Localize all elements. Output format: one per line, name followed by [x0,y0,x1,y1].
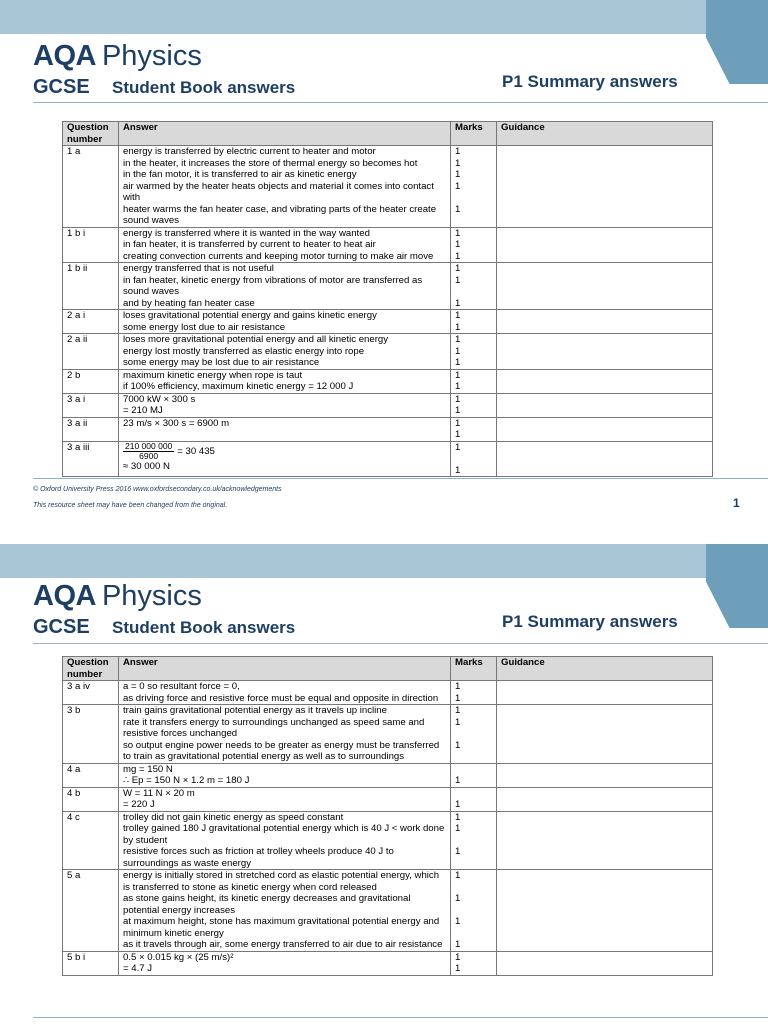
brand-text: AQA [33,580,96,612]
answer-line: energy is transferred by electric current to heater and motor [123,146,376,157]
header-guidance: Guidance [497,657,713,681]
question-number: 5 b i [63,951,119,975]
mark-value: 1 [455,381,461,392]
answer-line: train gains gravitational potential energy as it travels up incline [123,705,387,716]
answer-line: mg = 150 N [123,763,173,775]
table-row [63,310,713,334]
mark-value: 1 [455,823,461,834]
top-band [0,0,768,34]
mark-value: 1 [455,893,461,904]
table-row [63,763,713,787]
answer-line: creating convection currents and keeping motor turning to make air move [123,250,434,262]
page-number: 1 [733,496,740,510]
header-marks: Marks [451,122,497,146]
table-row [63,951,713,975]
table-body-1 [63,146,713,477]
answer-cell [119,870,451,952]
marks-cell [451,310,497,334]
answer-cell [119,763,451,787]
marks-cell [451,417,497,441]
mark-value: 1 [455,297,461,309]
mark-value: 1 [455,357,461,368]
question-number: 4 b [63,787,119,811]
corner-tab [706,544,768,628]
marks-cell [451,441,497,477]
marks-cell [451,811,497,870]
marks-cell [451,369,497,393]
top-band [0,544,768,578]
answer-table-2 [62,656,713,976]
question-number: 2 b [63,369,119,393]
answer-table-1 [62,121,713,477]
marks-cell [451,334,497,370]
mark-value: 1 [455,846,461,857]
answer-line: trolley gained 180 J gravitational potential energy which is 40 J < work done by student [123,823,445,846]
header-rule [33,102,768,103]
footer-rule [33,1017,768,1018]
copyright-text: © Oxford University Press 2016 www.oxfordsecondary.co.uk/acknowledgements [33,486,282,493]
mark-value: 1 [455,441,461,453]
marks-cell [451,787,497,811]
mark-value: 1 [455,157,461,169]
marks-cell [451,951,497,975]
header-rule [33,643,768,644]
table-header-row [63,122,713,146]
section-title: P1 Summary answers [502,612,678,631]
mark-value: 1 [455,692,461,704]
answer-line: ∴ Ep = 150 N × 1.2 m = 180 J [123,775,250,786]
answer-line: if 100% efficiency, maximum kinetic energy = 12 000 J [123,381,354,392]
level-label: GCSE [33,616,90,638]
answer-cell [119,951,451,975]
mark-value [455,882,492,894]
subject-text: Physics [101,580,202,612]
answer-line: and by heating fan heater case [123,297,255,309]
answer-line: in fan heater, it is transferred by current to heater to heat air [123,239,376,250]
mark-value: 1 [455,321,461,333]
answer-line: in the fan motor, it is transferred to air as kinetic energy [123,169,357,180]
marks-cell [451,393,497,417]
mark-value: 1 [455,705,461,716]
marks-cell [451,146,497,228]
mark-value: 1 [455,180,461,192]
table-row [63,870,713,952]
mark-value: 1 [455,681,461,692]
mark-value [455,928,492,940]
answer-cell [119,369,451,393]
guidance-cell [497,681,713,705]
mark-value: 1 [455,716,461,728]
mark-value: 1 [455,429,461,440]
table-header-row [63,657,713,681]
answer-line: as stone gains height, its kinetic energy decreases and gravitational potential energy increases [123,893,411,916]
fraction [123,442,174,461]
guidance-cell [497,369,713,393]
mark-value: 1 [455,227,461,239]
answer-line: 7000 kW × 300 s [123,393,196,405]
question-number: 2 a i [63,310,119,334]
header-question: Question number [63,657,119,681]
header-marks: Marks [451,657,497,681]
mark-value: 1 [455,939,461,950]
table-row [63,146,713,228]
question-number: 3 a iv [63,681,119,705]
fraction-numerator: 210 000 000 [125,440,173,451]
answer-cell [119,681,451,705]
mark-value: 1 [455,405,461,416]
answer-line: 0.5 × 0.015 kg × (25 m/s)² [123,951,234,963]
answer-line: = 220 J [123,799,155,810]
mark-value: 1 [455,250,461,262]
answer-cell [119,811,451,870]
answer-line: in the heater, it increases the store of thermal energy so becomes hot [123,157,418,169]
answer-cell [119,705,451,764]
mark-value: 1 [455,464,461,476]
aqa-physics-logo [33,582,202,611]
answer-line: some energy lost due to air resistance [123,321,286,333]
guidance-cell [497,441,713,477]
mark-value: 1 [455,775,461,786]
answer-line: ≈ 30 000 N [123,460,170,472]
marks-cell [451,263,497,310]
guidance-cell [497,227,713,263]
book-title: Student Book answers [112,618,296,637]
fraction-result: = 30 435 [177,445,215,457]
guidance-cell [497,763,713,787]
answer-line: = 210 MJ [123,405,163,416]
question-number: 4 c [63,811,119,870]
question-number: 3 a iii [63,441,119,477]
header-question: Question number [63,122,119,146]
question-number: 4 a [63,763,119,787]
mark-value [455,764,492,776]
mark-value [455,788,492,800]
table-row [63,705,713,764]
mark-value: 1 [455,334,461,345]
mark-value: 1 [455,274,461,286]
table-row [63,811,713,870]
answer-line: as driving force and resistive force must be equal and opposite in direction [123,692,439,704]
header-guidance: Guidance [497,122,713,146]
table-row [63,787,713,811]
question-number: 5 a [63,870,119,952]
corner-tab [706,0,768,84]
answer-line: W = 11 N × 20 m [123,787,195,799]
guidance-cell [497,334,713,370]
answer-line: loses more gravitational potential energy and all kinetic energy [123,334,389,345]
mark-value: 1 [455,963,461,974]
answer-line: 23 m/s × 300 s = 6900 m [123,417,230,429]
marks-cell [451,870,497,952]
guidance-cell [497,146,713,228]
answer-line: resistive forces such as friction at trolley wheels produce 40 J to surroundings as waste energy [123,846,394,869]
answer-line: energy is transferred where it is wanted in the way wanted [123,227,370,239]
question-number: 3 a ii [63,417,119,441]
guidance-cell [497,417,713,441]
aqa-physics-logo [33,42,202,71]
mark-value: 1 [455,369,461,381]
answer-line: energy is initially stored in stretched cord as elastic potential energy, which is transferred to stone as kinetic energy when cord released [123,870,440,893]
mark-value: 1 [455,951,461,963]
answer-line: energy transferred that is not useful [123,263,274,274]
table-row [63,227,713,263]
table-row [63,417,713,441]
fraction-denominator: 6900 [139,450,159,461]
answer-cell [119,146,451,228]
question-number: 1 b ii [63,263,119,310]
guidance-cell [497,263,713,310]
question-number: 3 b [63,705,119,764]
question-number: 3 a i [63,393,119,417]
table-row [63,263,713,310]
answer-line: so output engine power needs to be greater as energy must be transferred to train as gravitational potential energy as well as to surroundings [123,739,440,762]
table-body-2 [63,681,713,976]
mark-value: 1 [455,393,461,405]
answer-line: in fan heater, kinetic energy from vibrations of motor are transferred as sound waves [123,274,423,297]
mark-value [455,192,492,204]
guidance-cell [497,951,713,975]
guidance-cell [497,393,713,417]
mark-value: 1 [455,310,461,321]
answer-cell [119,310,451,334]
mark-value: 1 [455,417,461,429]
question-number: 2 a ii [63,334,119,370]
header-answer: Answer [119,122,451,146]
answer-cell [119,227,451,263]
guidance-cell [497,310,713,334]
mark-value: 1 [455,916,461,927]
question-number: 1 a [63,146,119,228]
answer-cell [119,787,451,811]
answer-line: trolley did not gain kinetic energy as speed constant [123,811,344,823]
mark-value: 1 [455,239,461,250]
answer-line: a = 0 so resultant force = 0, [123,681,240,692]
subject-text: Physics [101,40,202,72]
answer-cell [119,417,451,441]
mark-value: 1 [455,345,461,357]
table-row [63,393,713,417]
table-row [63,369,713,393]
table-row [63,681,713,705]
mark-value [455,286,492,298]
mark-value [455,835,492,847]
marks-cell [451,705,497,764]
answer-cell [119,334,451,370]
fraction-line [123,442,446,461]
answer-line: = 4.7 J [123,963,153,974]
answer-line: energy lost mostly transferred as elastic energy into rope [123,345,365,357]
page-2 [0,540,768,1024]
mark-value [455,905,492,917]
marks-cell [451,681,497,705]
guidance-cell [497,811,713,870]
mark-value [455,728,492,740]
table-row [63,441,713,477]
marks-cell [451,763,497,787]
answer-line: some energy may be lost due to air resistance [123,357,320,368]
mark-value: 1 [455,146,461,157]
answer-line: as it travels through air, some energy transferred to air due to air resistance [123,939,443,950]
answer-line: at maximum height, stone has maximum gravitational potential energy and minimum kinetic energy [123,916,440,939]
header-answer: Answer [119,657,451,681]
answer-line: loses gravitational potential energy and gains kinetic energy [123,310,377,321]
mark-value: 1 [455,870,461,881]
book-title: Student Book answers [112,78,296,97]
marks-cell [451,227,497,263]
mark-value: 1 [455,203,461,215]
mark-value: 1 [455,811,461,823]
guidance-cell [497,787,713,811]
level-label: GCSE [33,76,90,98]
guidance-cell [497,870,713,952]
brand-text: AQA [33,40,96,72]
answer-line: rate it transfers energy to surroundings unchanged as speed same and resistive forces unchanged [123,716,425,739]
resource-note: This resource sheet may have been changed from the original. [33,502,228,509]
mark-value: 1 [455,799,461,810]
answer-line: heater warms the fan heater case, and vibrating parts of the heater create sound waves [123,203,437,226]
mark-value: 1 [455,263,461,274]
mark-value: 1 [455,169,461,180]
answer-cell [119,441,451,477]
answer-cell [119,393,451,417]
answer-line: maximum kinetic energy when rope is taut [123,369,303,381]
answer-line: air warmed by the heater heats objects and material it comes into contact with [123,180,434,203]
mark-value [455,453,492,465]
question-number: 1 b i [63,227,119,263]
mark-value: 1 [455,739,461,751]
footer-rule [33,478,768,479]
section-title: P1 Summary answers [502,72,678,91]
answer-cell [119,263,451,310]
guidance-cell [497,705,713,764]
table-row [63,334,713,370]
